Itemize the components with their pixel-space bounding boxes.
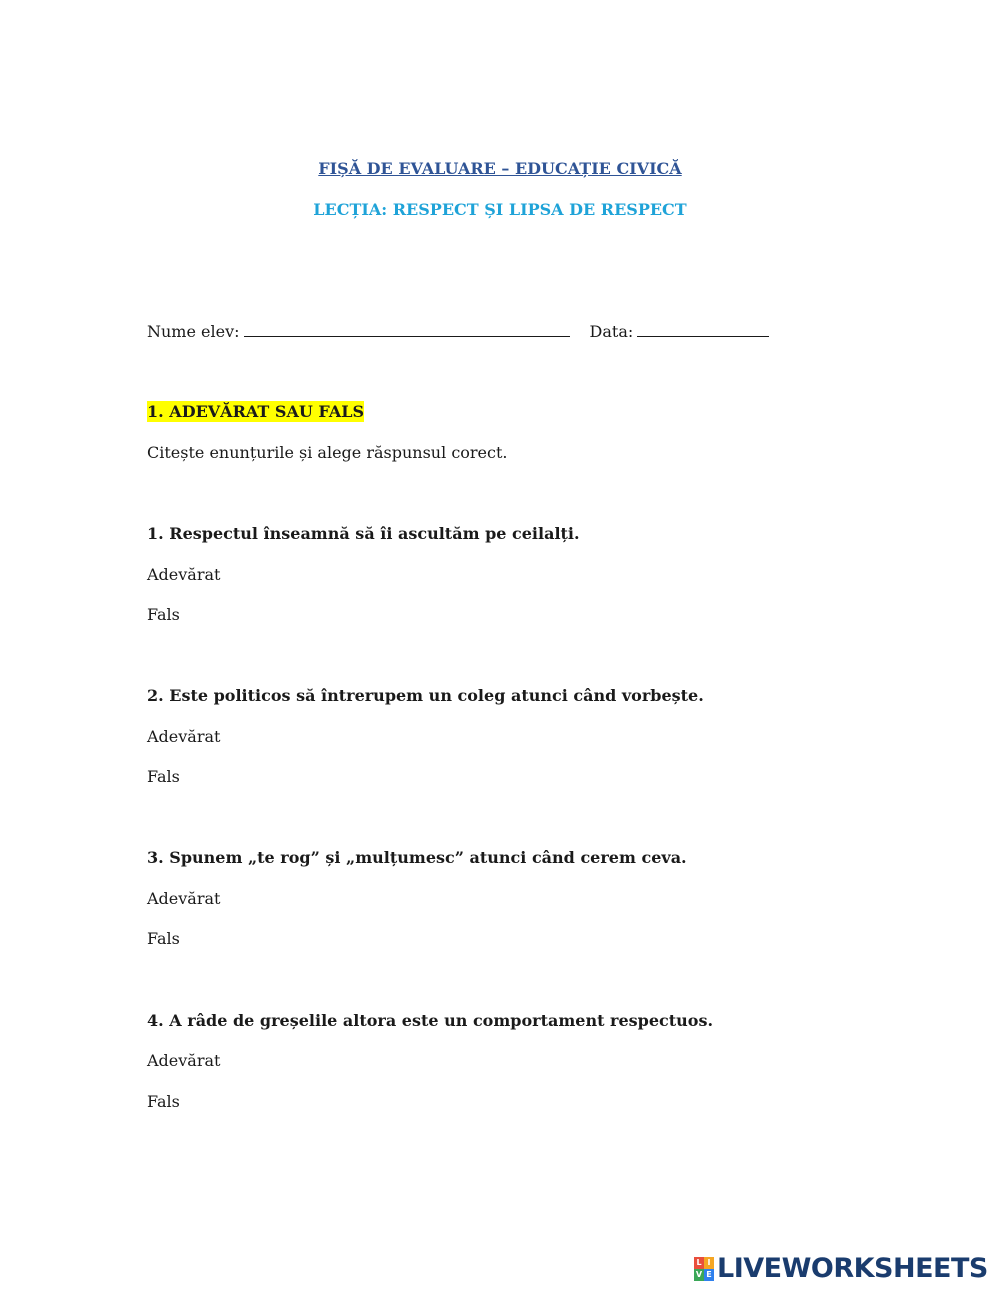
question-2: 2. Este politicos să întrerupem un coleg atunci când vorbește.: [147, 686, 704, 705]
date-field[interactable]: [637, 321, 769, 337]
question-2-option-true[interactable]: Adevărat: [147, 727, 221, 746]
logo-text: LIVEWORKSHEETS: [717, 1253, 988, 1284]
name-field[interactable]: [244, 321, 570, 337]
logo-badge-icon: [694, 1257, 714, 1281]
question-3-option-false[interactable]: Fals: [147, 929, 180, 948]
question-4: 4. A râde de greșelile altora este un comportament respectuos.: [147, 1011, 714, 1030]
question-2-option-false[interactable]: Fals: [147, 767, 180, 786]
question-3-option-true[interactable]: Adevărat: [147, 889, 221, 908]
question-1: 1. Respectul înseamnă să îi ascultăm pe ceilalți.: [147, 524, 580, 543]
page-title: FIȘĂ DE EVALUARE – EDUCAȚIE CIVICĂ: [318, 159, 682, 178]
name-label: Nume elev:: [147, 322, 240, 341]
question-1-option-true[interactable]: Adevărat: [147, 565, 221, 584]
badge-letter: V: [695, 1270, 703, 1279]
badge-letter: E: [704, 1269, 714, 1281]
question-1-option-false[interactable]: Fals: [147, 605, 180, 624]
section-instruction: Citește enunțurile și alege răspunsul corect.: [147, 443, 508, 462]
question-3: 3. Spunem „te rog” și „mulțumesc” atunci când cerem ceva.: [147, 848, 687, 867]
badge-letter: L: [694, 1257, 704, 1269]
date-label: Data:: [589, 322, 634, 341]
question-4-option-true[interactable]: Adevărat: [147, 1051, 221, 1070]
badge-letter: I: [704, 1257, 714, 1269]
section-title: [147, 402, 364, 421]
question-4-option-false[interactable]: Fals: [147, 1092, 180, 1111]
lesson-subtitle: LECȚIA: RESPECT ȘI LIPSA DE RESPECT: [313, 200, 687, 219]
section-title-text: 1. ADEVĂRAT SAU FALS: [147, 402, 365, 421]
liveworksheets-logo: [694, 1253, 988, 1284]
student-info-row: [147, 321, 769, 341]
